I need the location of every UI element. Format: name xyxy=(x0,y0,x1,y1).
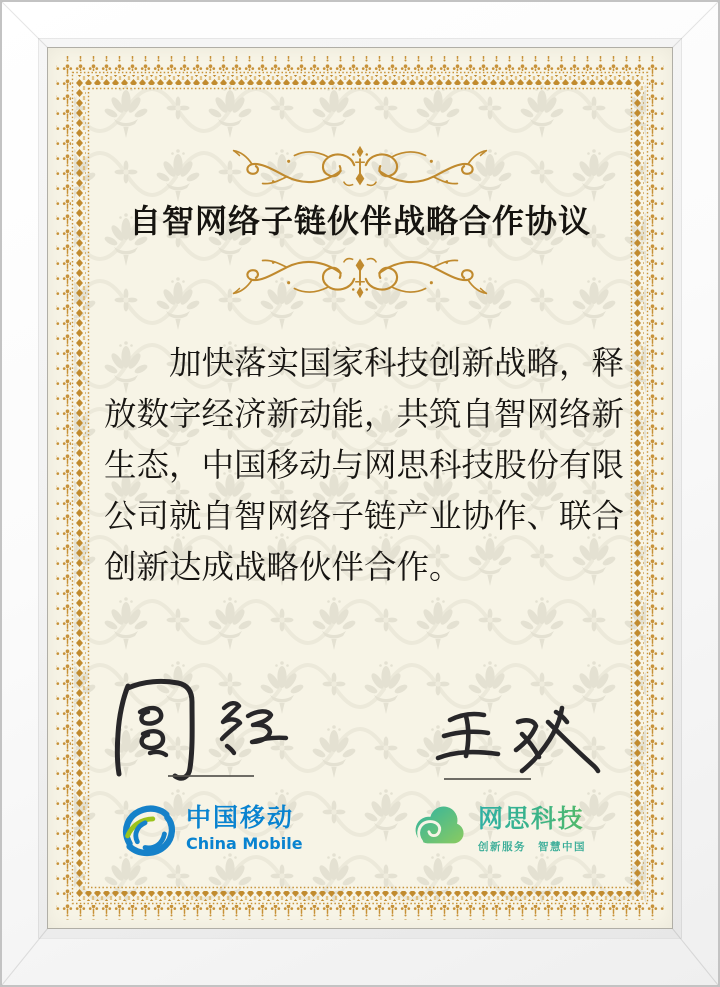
certificate-title: 自智网络子链伙伴战略合作协议 xyxy=(128,202,591,240)
certificate-body xyxy=(104,338,630,593)
netis-tagline: 创新服务 智慧中国 xyxy=(478,841,586,853)
signature-left-handwriting xyxy=(98,676,293,788)
body-line: 放数字经济新动能，共筑自智网络新 xyxy=(104,395,625,433)
china-mobile-logo xyxy=(116,801,303,863)
netis-logo xyxy=(412,801,586,854)
netis-name: 网思科技 xyxy=(478,804,585,833)
china-mobile-wordmark xyxy=(186,804,303,854)
body-line: 公司就自智网络子链产业协作、联合 xyxy=(104,497,625,535)
body-line: 创新达成战略伙伴合作。 xyxy=(104,548,462,586)
signature-right-handwriting xyxy=(426,696,601,788)
netis-cloud-icon xyxy=(412,801,470,851)
body-line: 生态，中国移动与网思科技股份有限 xyxy=(104,446,625,484)
signature-line-left xyxy=(168,775,254,777)
gold-flourish-bottom xyxy=(225,247,495,303)
body-line: 加快落实国家科技创新战略，释 xyxy=(169,344,625,382)
certificate-paper xyxy=(48,48,672,928)
china-mobile-mark-icon xyxy=(116,801,178,863)
china-mobile-name-cn: 中国移动 xyxy=(186,803,295,832)
china-mobile-name-en: China Mobile xyxy=(186,834,303,853)
gold-flourish-top xyxy=(225,141,495,197)
signature-line-right xyxy=(444,778,531,780)
netis-wordmark xyxy=(478,805,586,854)
